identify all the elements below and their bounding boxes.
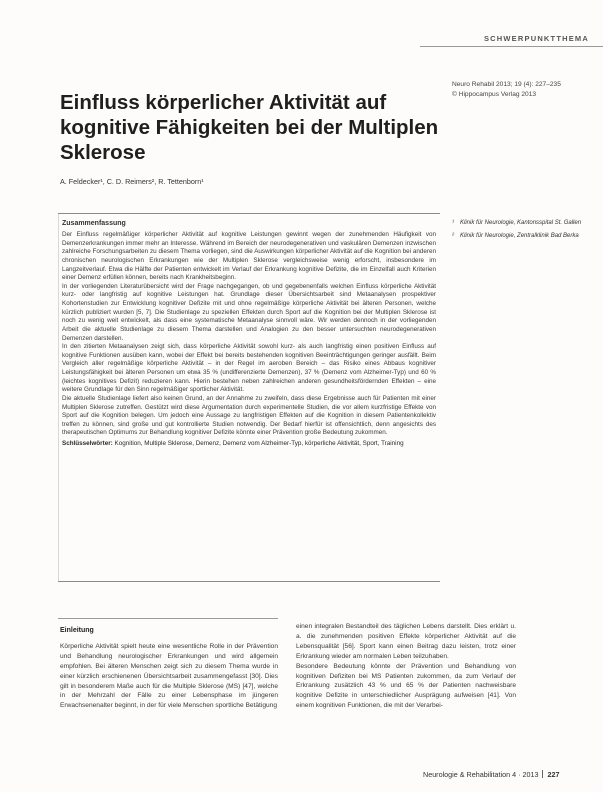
abstract-paragraph: In den zitierten Metaanalysen zeigt sich, dass körperliche Aktivität sowohl kurz- als auch langfristig einen positiven Einfluss auf kognitive Funktionen ausüben kann, wobei der Effekt bei bereits bestehenden kognitiven Beeinträchtigungen geringer ausfällt. Beim Vergleich aller regelmäßige körperliche Aktivität – in der Regel im aeroben Bereich – das Risiko eines Abbaus kognitiver Leistungsfähigkeit bei älteren Personen um etwa 35 % (undifferenzierte Demenzen), 37 % (Demenz vom Alzheimer-Typ) und 60 % (leichtes kognitives Defizit) reduzieren kann. Hierin bestehen neben zahlreichen anderen gesundheitsfördernden Effekten – eine weitere Grundlage für den Sinn regelmäßiger sportlicher Aktivität. [62,343,436,394]
body-column-left [60,626,278,711]
journal-ref-line1: Neuro Rehabil 2013; 19 (4): 227–235 [452,81,561,88]
abstract-paragraph: In der vorliegenden Literaturübersicht wird der Frage nachgegangen, ob und gegebenenfalls welchen Einfluss körperliche Aktivität kurz- oder langfristig auf kognitive Leistungen hat. Grundlage dieser Übersichtsarbeit sind Metaanalysen prospektiver Kohortenstudien zur Entwicklung kognitiver Defizite mit und ohne regelmäßige körperliche Aktivität bei älteren Personen, welche kürzlich publiziert wurden [5, 7]. Die Studienlage zu speziellen Effekten durch Sport auf die Kognition bei der Multiplen Sklerose ist noch zu wenig weit entwickelt, als dass eine systematische Metaanalyse sinnvoll wäre. Wir werden dennoch in der vorliegenden Arbeit die aktuelle Studienlage zu diesem Thema darstellen und Analogien zu den besser untersuchten neurodegenerativen Demenzen darstellen. [62,282,436,342]
abstract-paragraph: Der Einfluss regelmäßiger körperlicher Aktivität auf kognitive Leistungen gewinnt wegen der zunehmenden Häufigkeit von Demenzerkrankungen immer mehr an Interesse. Während im Bereich der neurodegenerativen und vaskulären Demenzen inzwischen zahlreiche Forschungsarbeiten zu diesem Thema vorliegen, sind die Auswirkungen körperlicher Aktivität auf die Kognition bei anderen chronischen neurologischen Erkrankungen wie der Multiplen Sklerose vergleichsweise wenig erforscht, insbesondere im Langzeitverlauf. Etwa die Hälfte der Patienten entwickelt im Verlauf der Erkrankung kognitive Defizite, die im Einzelfall auch Kriterien einer Demenz erfüllen können, bereits nach Krankheitsbeginn. [62,231,436,282]
journal-ref-line2: © Hippocampus Verlag 2013 [452,90,537,98]
affiliation-symbol: ² [452,233,454,239]
header-rule [420,46,603,47]
authors: A. Feldecker¹, C. D. Reimers², R. Tettenborn¹ [60,177,204,186]
body-column-right [296,622,516,711]
page-number: 227 [547,770,560,779]
section-label: SCHWERPUNKTTHEMA [483,34,589,43]
abstract-paragraph: Die aktuelle Studienlage liefert also keinen Grund, an der Annahme zu zweifeln, dass diese Ergebnisse auch für Patienten mit einer Multiplen Sklerose zutreffen. Gestützt wird diese Argumentation durch experimentelle Studien, die vor allem kurzfristige Effekte von Sport auf die Kognition belegen. Um jedoch eine Aussage zu langfristigen Effekten auf die Kognition in diesem Patientenkollektiv treffen zu können, sind große und gut kontrollierte Studien notwendig. Der Bedarf hierfür ist offensichtlich, denn angesichts des therapeutischen Optimums zur Behandlung kognitiver Defizite könnte einer Prävention große Bedeutung zukommen. [62,394,436,437]
keywords-label: Schlüsselwörter: [62,440,113,447]
page-footer [423,770,559,779]
footer-journal: Neurologie & Rehabilitation [423,770,511,779]
article-title: Einfluss körperlicher Aktivität auf kognitive Fähigkeiten bei der Multiplen Sklerose [60,90,439,164]
journal-reference [452,80,561,99]
affiliation-text: Klinik für Neurologie, Zentralklinik Bad Berka [460,233,579,239]
affiliation-text: Klinik für Neurologie, Kantonsspital St. Gallen [460,220,582,226]
column-rule [58,618,278,619]
affiliation-symbol: ¹ [452,220,454,226]
abstract-body [62,231,436,449]
keywords-text: Kognition, Multiple Sklerose, Demenz, Demenz vom Alzheimer-Typ, körperliche Aktivität, Sport, Training [114,440,404,447]
body-paragraph: einen integralen Bestandteil des täglichen Lebens darstellt. Dies erklärt u. a. die zunehmenden positiven Effekte körperlicher Aktivität auf die Lebensqualität [56]. Sport kann einen Beitrag dazu leisten, trotz einer Erkrankung wieder am normalen Leben teilzuhaben. Besondere Bedeutung könnte der Prävention und Behandlung von kognitiven Defiziten bei MS Patienten zukommen, da zum Verlauf der Erkrankung zusätzlich 43 % und 65 % der Patienten nachweisbare kognitive Defizite in unterschiedlicher Ausprägung aufweisen [41]. Von einem kognitiven Funktionen, die mit der Verarbei- [296,623,516,710]
section-heading: Einleitung [60,627,94,634]
affiliation-1 [452,219,592,227]
affiliation-2 [452,232,592,240]
keywords [62,440,436,449]
affiliations [452,219,592,245]
abstract-box [58,213,440,582]
footer-separator [542,770,543,778]
body-paragraph: Körperliche Aktivität spielt heute eine wesentliche Rolle in der Prävention und Behandlung neurologischer Erkrankungen und wird allgemein empfohlen. Bei älteren Menschen zeigt sich zu diesem Thema wurde in einer kürzlich erschienenen Übersichtsarbeit zusammengefasst [30]. Dies gilt in besonderem Maße auch für die Multiple Sklerose (MS) [47], welche in der Mehrzahl der Fälle zu einer Lebensphase im jüngeren Erwachsenenalter beginnt, in der für viele Menschen sportliche Betätigung [60,642,278,710]
abstract-heading: Zusammenfassung [62,220,126,227]
footer-issue: 4 · 2013 [512,770,539,779]
